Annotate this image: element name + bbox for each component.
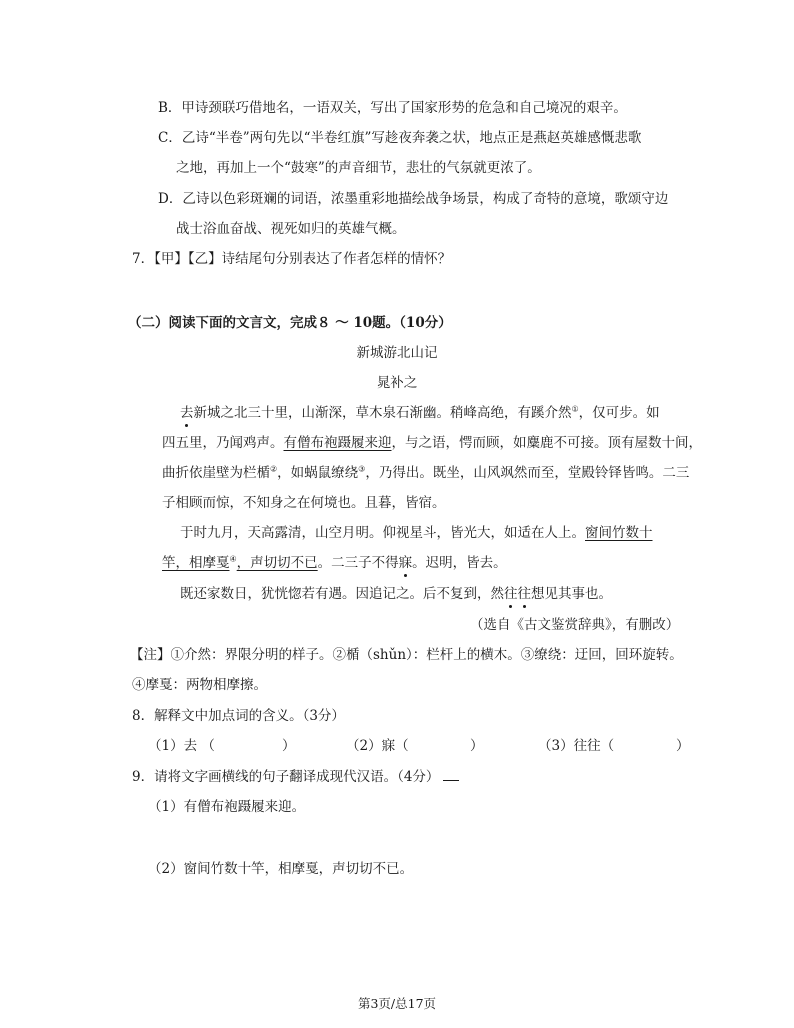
page-footer: 第3页/总17页	[357, 996, 437, 1011]
note-marker: ②	[270, 464, 278, 474]
underlined-sentence-2b: 竿，相摩戛	[162, 555, 230, 571]
passage-author: 晁补之	[376, 375, 418, 391]
text-run: ，与之语，愕而顾，如麋鹿不可接。顶有屋数十间，	[391, 435, 702, 451]
q9-sentence-2: （2）窗间竹数十竿，相摩戛，声切切不已。	[148, 861, 414, 877]
text-run: ，乃得出。既坐，山风飒然而至，堂殿铃铎皆鸣。二三	[365, 465, 690, 481]
note-marker: ①	[571, 404, 579, 414]
q8-item-3: （3）往往（	[538, 738, 615, 754]
text-run: 新城之北三十里，山渐深，草木泉石渐幽。稍峰高绝，有蹊介然	[193, 405, 572, 421]
text-run: 想见其事也。	[531, 586, 612, 602]
passage-p1-line3	[162, 463, 689, 483]
q9-sentence-1: （1）有僧布袍蹑履来迎。	[148, 799, 306, 815]
passage-title: 新城游北山记	[356, 345, 438, 361]
text-run: ，如蜗鼠缭绕	[277, 465, 359, 481]
passage-p2-line1	[180, 523, 653, 543]
question-9	[132, 767, 459, 787]
text-run: 四五里，乃闻鸡声。	[162, 435, 284, 451]
question-8: 8．解释文中加点词的含义。（3分）	[132, 708, 345, 724]
option-c-line1: C．乙诗“半卷”两句先以“半卷红旗”写趁夜奔袭之状，地点正是燕赵英雄感慨悲歌	[158, 130, 642, 146]
q8-item-3-close: ）	[676, 738, 690, 754]
dotted-word: 去	[180, 405, 194, 421]
text-run: 曲折依崖壁为栏楯	[162, 465, 270, 481]
option-d-line2: 战士浴血奋战、视死如归的英雄气概。	[176, 221, 406, 237]
q8-item-2: （2）寐（	[346, 738, 409, 754]
option-b: B．甲诗颈联巧借地名，一语双关，写出了国家形势的危急和自己境况的艰辛。	[158, 100, 627, 116]
underlined-sentence-1: 有僧布袍蹑履来迎	[283, 435, 392, 451]
text-run: 。二三子不得	[317, 555, 399, 571]
question-7: 7．【甲】【乙】诗结尾句分别表达了作者怎样的情怀？	[132, 251, 452, 267]
option-c-line2: 之地，再加上一个“鼓寒”的声音细节，悲壮的气氛就更浓了。	[176, 160, 541, 176]
dotted-word: 往	[517, 586, 531, 602]
dotted-word: 寐	[398, 555, 413, 571]
text-run: 。迟明，皆去。	[412, 555, 507, 571]
passage-p1-line1	[180, 403, 660, 423]
answer-blank	[443, 768, 459, 781]
note-marker: ④	[229, 554, 237, 564]
q8-item-2-close: ）	[470, 738, 484, 754]
text-run: 于时九月，天高露清，山空月明。仰视星斗，皆光大，如适在人上。	[180, 525, 585, 541]
text-run: 既还家数日，犹恍惚若有遇。因追记之。后不复到，然	[180, 586, 504, 602]
passage-source: （选自《古文鉴赏辞典》，有删改）	[470, 617, 680, 633]
dotted-word: 往	[504, 586, 518, 602]
passage-p1-line2	[162, 433, 702, 453]
passage-p2-line2	[162, 553, 507, 573]
notes-line2: ④摩戛：两物相摩擦。	[132, 677, 267, 693]
underlined-sentence-2c: ，声切切不已	[236, 555, 318, 571]
note-marker: ③	[358, 464, 366, 474]
q8-item-1-close: ）	[282, 738, 296, 754]
underlined-sentence-2a: 窗间竹数十	[585, 525, 653, 541]
passage-p3	[180, 584, 612, 604]
question-9-stem: 9．请将文字画横线的句子翻译成现代汉语。（4分）	[132, 769, 440, 785]
option-d-line1: D．乙诗以色彩斑斓的词语，浓墨重彩地描绘战争场景，构成了奇特的意境，歌颂守边	[158, 191, 669, 207]
passage-p1-line4: 子相顾而惊，不知身之在何境也。且暮，皆宿。	[162, 495, 446, 511]
section-heading: （二）阅读下面的文言文，完成８ ～ 10题。（10分）	[128, 315, 452, 331]
notes-line1: 【注】①介然：界限分明的样子。②楯（shǔn）：栏杆上的横木。③缭绕：迂回，回环旋转。	[130, 647, 683, 663]
text-run: ，仅可步。如	[578, 405, 660, 421]
q8-item-1: （1）去 （	[148, 738, 215, 754]
